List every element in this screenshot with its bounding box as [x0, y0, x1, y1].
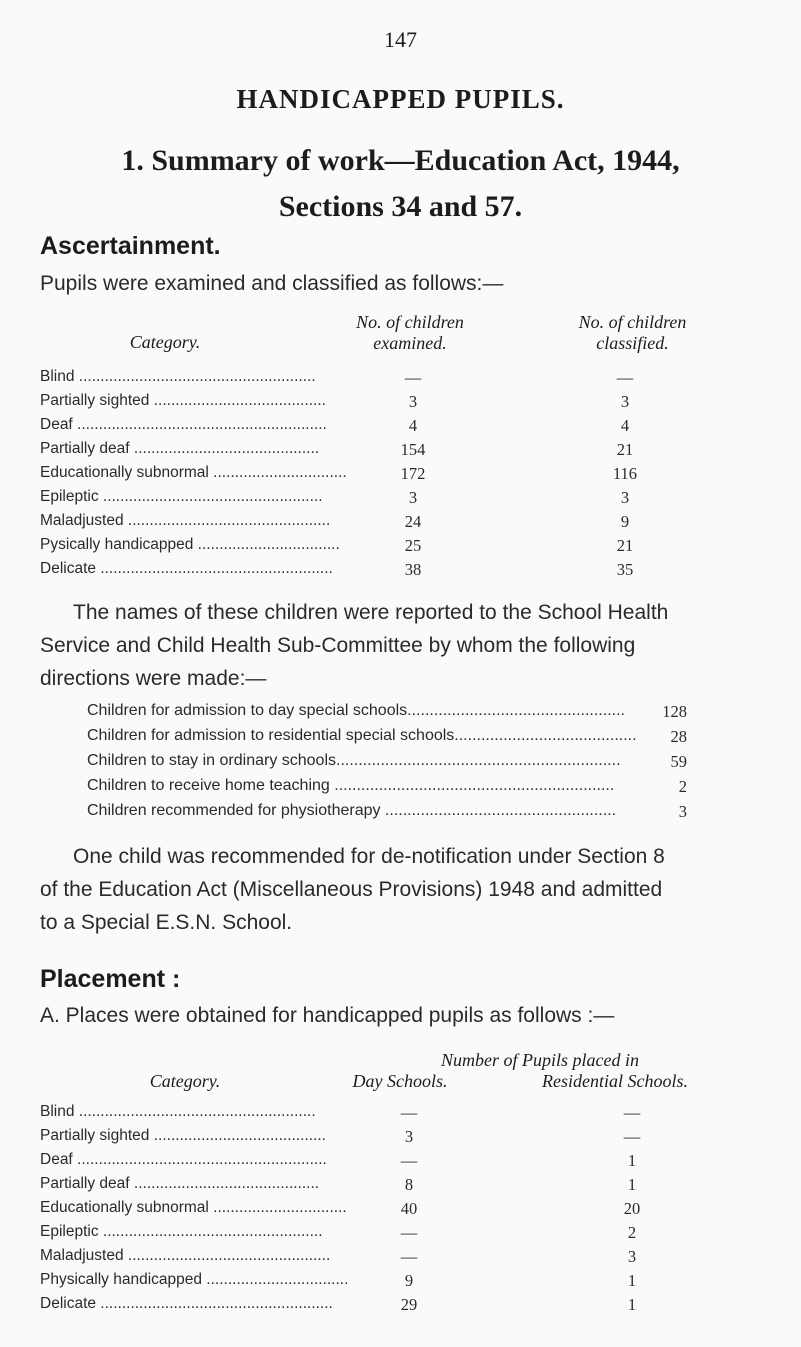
row-residential: —	[623, 1127, 641, 1146]
row-residential: —	[623, 1103, 641, 1122]
section-title-line-1: 1. Summary of work—Education Act, 1944,	[121, 144, 680, 177]
row-category: Deaf ..........................................................	[40, 1151, 327, 1168]
placement-heading: Placement :	[40, 965, 181, 993]
row-residential: 20	[623, 1199, 641, 1218]
row-category: Physically handicapped .................................	[40, 1271, 349, 1288]
section-title	[0, 138, 801, 230]
col-header-category-2: Category.	[149, 1071, 221, 1091]
row-day: —	[400, 1151, 418, 1170]
direction-label: Children recommended for physiotherapy ....................................................	[87, 802, 617, 819]
row-category: Epileptic ...................................................	[40, 1223, 323, 1240]
col-header-residential-schools: Residential Schools.	[542, 1071, 688, 1091]
row-classified: 4	[620, 416, 630, 435]
direction-value: 2	[678, 777, 687, 796]
row-category: Partially deaf ...........................................	[40, 1175, 320, 1192]
row-classified: 35	[616, 560, 634, 579]
names-paragraph-line1: The names of these children were reported to the School Health	[73, 601, 669, 624]
row-residential: 1	[627, 1175, 637, 1194]
direction-label: Children to stay in ordinary schools................................................................	[87, 752, 621, 769]
row-day: 8	[404, 1175, 414, 1194]
row-category: Blind .......................................................	[40, 368, 316, 385]
col-header-placed-in: Number of Pupils placed in	[441, 1050, 639, 1070]
row-day: —	[400, 1223, 418, 1242]
list-item	[87, 777, 687, 801]
denotification-line3: to a Special E.S.N. School.	[40, 911, 293, 934]
list-item	[87, 727, 687, 751]
page-title: HANDICAPPED PUPILS.	[236, 84, 565, 114]
row-residential: 1	[627, 1271, 637, 1290]
row-classified: 116	[612, 464, 638, 483]
names-paragraph-line3: directions were made:—	[40, 667, 267, 690]
row-residential: 1	[627, 1151, 637, 1170]
row-category: Partially deaf ...........................................	[40, 440, 320, 457]
col-header-classified	[545, 312, 720, 354]
placement-intro: A. Places were obtained for handicapped pupils as follows :—	[40, 1004, 615, 1027]
section-title-line-2: Sections 34 and 57.	[278, 190, 523, 223]
row-examined: —	[404, 368, 422, 387]
row-day: 9	[404, 1271, 414, 1290]
row-classified: 3	[620, 488, 630, 507]
row-examined: 24	[404, 512, 422, 531]
row-examined: 3	[408, 488, 418, 507]
row-category: Pysically handicapped .................................	[40, 536, 340, 553]
denotification-paragraph	[40, 840, 790, 939]
ascertainment-intro: Pupils were examined and classified as follows:—	[40, 272, 504, 295]
row-category: Deaf ..........................................................	[40, 416, 327, 433]
col-header-classified-line2: classified.	[596, 333, 669, 353]
row-day: 29	[400, 1295, 418, 1314]
row-day: —	[400, 1247, 418, 1266]
direction-value: 59	[670, 752, 687, 771]
row-classified: 21	[616, 440, 634, 459]
direction-value: 28	[670, 727, 687, 746]
row-category: Partially sighted ........................................	[40, 392, 326, 409]
row-category: Educationally subnormal ...............................	[40, 464, 347, 481]
row-category: Blind .......................................................	[40, 1103, 316, 1120]
row-category: Delicate ......................................................	[40, 1295, 333, 1312]
col-header-category: Category.	[129, 332, 201, 352]
direction-label: Children for admission to day special schools.................................................	[87, 702, 625, 719]
denotification-line1: One child was recommended for de-notification under Section 8	[73, 845, 665, 868]
row-examined: 4	[408, 416, 418, 435]
row-classified: 21	[616, 536, 634, 555]
row-classified: 3	[620, 392, 630, 411]
page-number: 147	[384, 27, 417, 52]
row-category: Maladjusted ...............................................	[40, 1247, 331, 1264]
row-classified: 9	[620, 512, 630, 531]
direction-label: Children to receive home teaching ...............................................................	[87, 777, 615, 794]
direction-label: Children for admission to residential special schools.........................................	[87, 727, 637, 744]
names-paragraph-line2: Service and Child Health Sub-Committee by whom the following	[40, 634, 636, 657]
row-category: Delicate ......................................................	[40, 560, 333, 577]
row-residential: 1	[627, 1295, 637, 1314]
col-header-classified-line1: No. of children	[578, 312, 687, 332]
direction-value: 3	[678, 802, 687, 821]
row-examined: 154	[400, 440, 426, 459]
direction-value: 128	[662, 702, 687, 721]
row-examined: 38	[404, 560, 422, 579]
denotification-line2: of the Education Act (Miscellaneous Provisions) 1948 and admitted	[40, 878, 663, 901]
row-residential: 3	[627, 1247, 637, 1266]
col-header-day-schools: Day Schools.	[352, 1071, 448, 1091]
row-day: 40	[400, 1199, 418, 1218]
row-examined: 25	[404, 536, 422, 555]
row-residential: 2	[627, 1223, 637, 1242]
col-header-examined-line2: examined.	[373, 333, 447, 353]
row-category: Epileptic ...................................................	[40, 488, 323, 505]
row-classified: —	[616, 368, 634, 387]
row-examined: 172	[400, 464, 426, 483]
row-examined: 3	[408, 392, 418, 411]
list-item	[87, 702, 687, 726]
ascertainment-heading: Ascertainment.	[40, 232, 221, 260]
list-item	[87, 802, 687, 826]
row-category: Maladjusted ...............................................	[40, 512, 331, 529]
row-category: Educationally subnormal ...............................	[40, 1199, 347, 1216]
row-day: —	[400, 1103, 418, 1122]
row-day: 3	[404, 1127, 414, 1146]
list-item	[87, 752, 687, 776]
names-paragraph	[40, 596, 790, 695]
col-header-examined	[330, 312, 490, 354]
col-header-examined-line1: No. of children	[356, 312, 464, 332]
row-category: Partially sighted ........................................	[40, 1127, 326, 1144]
